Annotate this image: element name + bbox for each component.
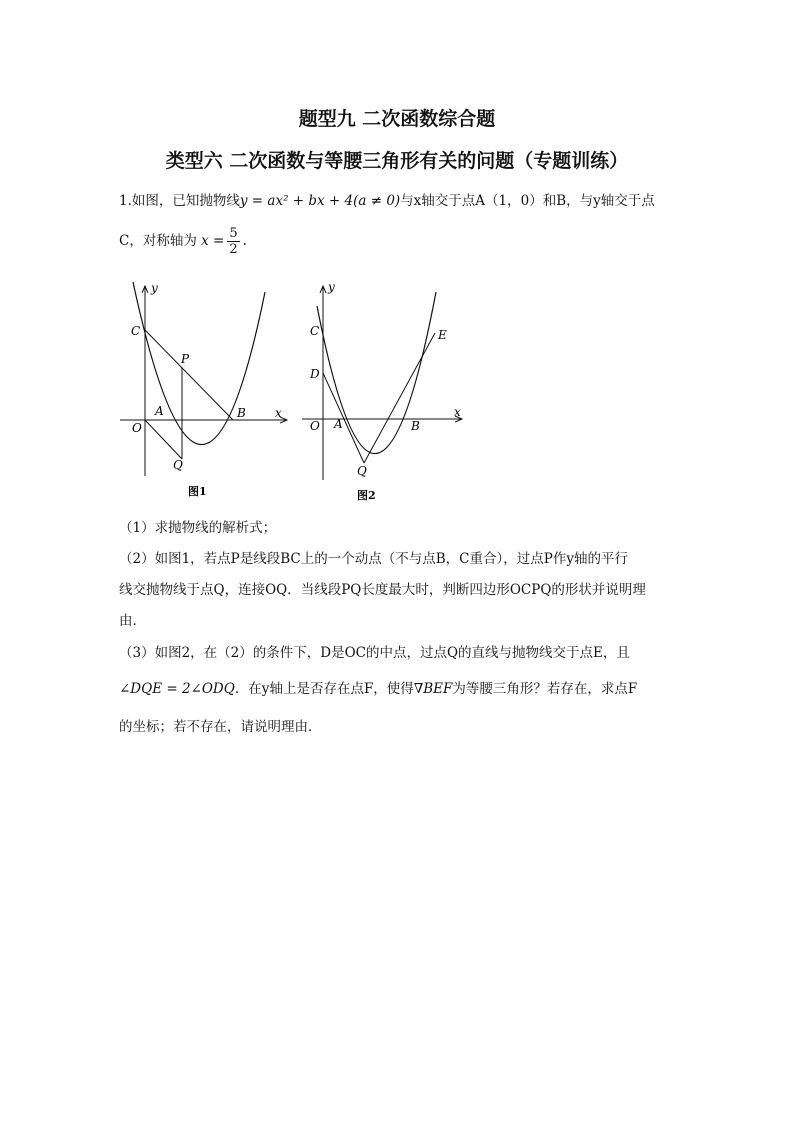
fraction-numerator: 5 (229, 226, 238, 241)
figure-caption: 图1 (188, 485, 207, 498)
label-p: P (181, 352, 190, 366)
q3-text-a: ．在y轴上是否存在点F，使得 (234, 681, 414, 697)
line2-text: C，对称轴为 (119, 233, 197, 249)
label-c: C (310, 324, 320, 338)
axis-lhs: x = (201, 233, 225, 249)
label-c: C (131, 324, 141, 338)
label-y: y (328, 280, 335, 294)
question-2-line-1: （2）如图1，若点P是线段BC上的一个动点（不与点B，C重合），过点P作y轴的平行 (119, 551, 628, 567)
figure-2 (297, 280, 467, 505)
label-o: O (132, 421, 142, 435)
figure-1 (115, 280, 295, 505)
label-b: B (237, 406, 246, 420)
label-q: Q (173, 458, 183, 472)
axis-of-symmetry-line (119, 224, 247, 258)
label-x: x (454, 405, 461, 419)
line2-end: . (242, 233, 247, 249)
axis-fraction (227, 226, 239, 257)
question-3-line-2 (119, 679, 637, 699)
label-x: x (275, 406, 282, 420)
question-2-line-3: 由． (119, 613, 146, 629)
label-a: A (334, 417, 343, 431)
triangle-bef: ∇BEF (413, 681, 453, 697)
section-subtitle: 类型六 二次函数与等腰三角形有关的问题（专题训练） (165, 150, 629, 172)
q3-text-b: 为等腰三角形？若存在，求点F (452, 681, 638, 697)
fraction-denominator: 2 (229, 242, 238, 257)
segment-qe (364, 333, 435, 463)
label-d: D (310, 367, 320, 381)
page-title: 题型九 二次函数综合题 (298, 108, 496, 130)
segment-dq (323, 373, 364, 463)
question-3-line-3: 的坐标；若不存在，请说明理由． (119, 719, 322, 735)
question-3-line-1: （3）如图2，在（2）的条件下，D是OC的中点，过点Q的直线与抛物线交于点E，且 (119, 645, 630, 661)
label-a: A (155, 404, 164, 418)
label-y: y (151, 281, 158, 295)
label-b: B (411, 419, 420, 433)
angle-formula: ∠DQE = 2∠ODQ (119, 681, 235, 697)
label-e: E (438, 328, 447, 342)
parabola-formula: y = ax² + bx + 4(a ≠ 0) (239, 193, 401, 209)
problem-intro-line (119, 191, 655, 211)
label-q: Q (357, 464, 367, 478)
intro-text-a: 1.如图，已知抛物线 (119, 193, 240, 209)
question-1: （1）求抛物线的解析式； (119, 520, 277, 536)
intro-text-b: 与x轴交于点A（1，0）和B，与y轴交于点 (400, 193, 655, 209)
segment-oq (145, 420, 182, 459)
label-o: O (310, 419, 320, 433)
question-2-line-2: 线交抛物线于点Q，连接OQ．当线段PQ长度最大时，判断四边形OCPQ的形状并说明理 (119, 582, 646, 598)
figure-caption: 图2 (357, 489, 376, 502)
